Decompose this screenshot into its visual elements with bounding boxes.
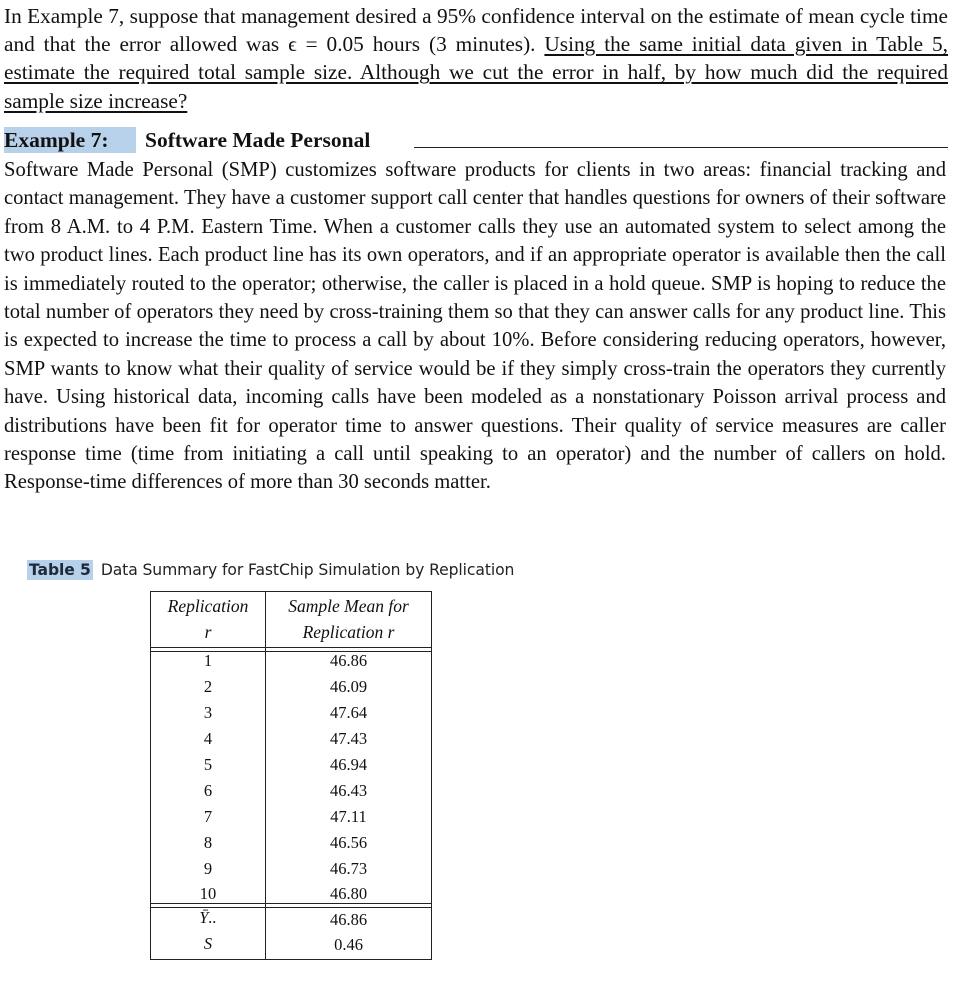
header-sample-mean-line2: Replication r	[302, 622, 395, 642]
row-8-mean: 46.56	[329, 833, 368, 852]
row-1-mean: 46.86	[329, 651, 368, 670]
row-2-replication: 2	[203, 677, 213, 696]
table-caption	[27, 559, 514, 581]
row-5-mean: 46.94	[329, 755, 368, 774]
row-6-replication: 6	[203, 781, 213, 800]
grand-mean-value: 46.86	[329, 910, 368, 929]
row-2-mean: 46.09	[329, 677, 368, 696]
row-4-mean: 47.43	[329, 729, 368, 748]
row-10-replication: 10	[199, 884, 217, 903]
header-replication-symbol: r	[204, 622, 212, 642]
row-9-replication: 9	[203, 859, 213, 878]
std-dev-value: 0.46	[334, 935, 363, 954]
row-6-mean: 46.43	[329, 781, 368, 800]
grand-mean-label: Ȳ..	[199, 908, 217, 927]
row-4-replication: 4	[203, 729, 213, 748]
exercise-question	[4, 2, 948, 115]
heading-rule	[414, 147, 948, 148]
row-1-replication: 1	[203, 651, 213, 670]
header-replication: Replication	[167, 596, 249, 616]
table-tag: Table 5	[29, 561, 91, 579]
row-8-replication: 8	[203, 833, 213, 852]
row-3-mean: 47.64	[329, 703, 368, 722]
table-caption-text: Data Summary for FastChip Simulation by Replication	[100, 561, 515, 579]
replication-table	[150, 591, 432, 960]
row-7-replication: 7	[203, 807, 213, 826]
header-sample-mean: Sample Mean for	[288, 596, 409, 616]
row-9-mean: 46.73	[329, 859, 368, 878]
example-label: Example 7:	[4, 128, 109, 152]
row-7-mean: 47.11	[330, 807, 367, 826]
row-10-mean: 46.80	[329, 884, 368, 903]
row-5-replication: 5	[203, 755, 213, 774]
example-heading	[4, 127, 948, 157]
example-title: Software Made Personal	[145, 128, 371, 152]
example-body: Software Made Personal (SMP) customizes software products for clients in two areas: financial tracking and contact management. They have a customer support call center that handles questions for owners of their software from 8 A.M. to 4 P.M. Eastern Time. When a customer calls they use an automated system to select among the two product lines. Each product line has its own operators, and if an appropriate operator is available then the call is immediately routed to the operator; otherwise, the caller is placed in a hold queue. SMP is hoping to reduce the total number of operators they need by cross-training them so that they can answer calls for any product line. This is expected to increase the time to process a call by about 10%. Before considering reducing operators, however, SMP wants to know what their quality of service would be if they simply cross-train the operators they currently have. Using historical data, incoming calls have been modeled as a nonstationary Poisson arrival process and distributions have been fit for operator time to answer questions. Their quality of service measures are caller response time (time from initiating a call until speaking to an operator) and the number of callers on hold. Response-time differences of more than 30 seconds matter.	[4, 159, 946, 494]
question-part-2: Using the same initial data given in Table 5, estimate the required total sample size. Although we cut the error in half, by how much did the required sample size increase?	[4, 32, 948, 113]
row-3-replication: 3	[203, 703, 213, 722]
question-part-1: In Example 7, suppose that management desired a 95% confidence interval on the estimate of mean cycle time and that the error allowed was ϵ = 0.05 hours (3 minutes).	[4, 4, 948, 57]
std-dev-label: S	[203, 934, 213, 953]
